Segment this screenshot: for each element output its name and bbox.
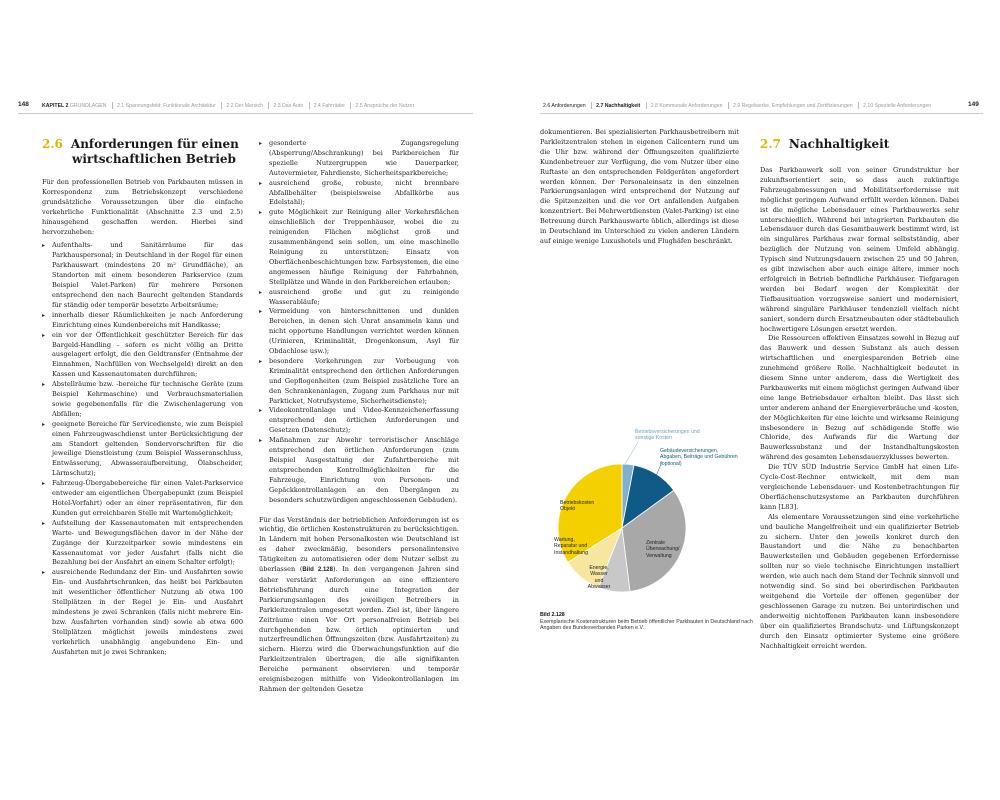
paragraph: Als elementare Voraussetzungen sind eine verkehrliche und bauliche Mangelfreiheit und ein qualifizierter Betrieb zu sichern. Unter den jeweils konkret durch den Baustandort und die Nähe zu benachbarten Bauwerksteilen und Gebäuden gegebenen Erfordernisse sollten nur so viele technische Einrichtungen installiert werden, wie auch nach dem Stand der Technik sinnvoll und notwendig sind. So sind bei oberirdischen Parkbauten weitgehend die Vorteile der offenen gegenüber der geschlossenen Garage zu nutzen. Bei unterirdischen und anderweitig nichtoffenen Parkbauten kann insbesondere über ein qualifiziertes Brandschutz- und Lüftungskonzept durch den Einsatz optimierter Systeme eine größere Nachhaltigkeit erreicht werden. (760, 512, 959, 650)
paragraph: Die TÜV SÜD Industrie Service GmbH hat einen Life-Cycle-Cost-Rechner entwickelt, mit dem man vergleichende Lebensdauer- und Kostenbetrachtungen für Oberflächenschutzsysteme an Parkbauten durchführen kann [L83]. (760, 463, 959, 511)
header-rule-right (540, 113, 983, 114)
list-item: ▸ ausreichend große und gut zu reinigende Wasserabläufe; (259, 288, 459, 308)
intro-paragraph: Für den professionellen Betrieb von Parkbauten müssen in Korrespondenz zum Betriebskonzept verschiedene grundsätzliche Voraussetzungen über die einfache verkehrliche Funktionalität (Abschnitte 2.3 und 2.5) hinausgehend geschaffen werden. Hierbei sind hervorzuheben: (42, 178, 243, 236)
paragraph-text: Für das Verständnis der betrieblichen Anforderungen ist es wichtig, die örtlichen Kostenstrukturen zu berücksichtigen. In Ländern mit hohen Personalkosten wie Deutschland ist es daher zweckmäßig, besonders personalintensive Tätigkeiten zu automatisieren oder dem Nutzer selbst zu überlassen ( (259, 515, 459, 574)
paragraph: Das Parkbauwerk soll von seiner Grundstruktur her zukunftsorientiert sein, so dass auch zukünftige Fahrzeugabmessungen und Mobilitätserfordernisse mit möglichst geringem Aufwand erfüllt werden können. Dabei ist die mögliche Lebensdauer eines Parkbauwerks sehr unterschiedlich. Während bei integrierten Parkbauten die Lebensdauer durch das Gesamtbauwerk bestimmt wird, ist ein singuläres Parkhaus zwar formal selbstständig, aber bezüglich der Nutzung von seinem Umfeld abhängig. Typisch sind Nutzungsdauern zwischen 25 und 50 Jahren, es gibt inzwischen aber auch einige ältere, immer noch erfolgreich in Betrieb befindliche Parkhäuser. Tiefgaragen werden bei Bedarf wegen der Komplexität der Tiefbausituation vorzugsweise saniert und modernisiert, während singuläre Parkhäuser tendenziell vielfach nicht saniert, sondern durch Ersatzneubauten oder städtebaulich hochwertigere Lösungen ersetzt werden. (760, 166, 959, 333)
page-number-right: 149 (968, 101, 979, 108)
heading-number: 2.7 (760, 137, 781, 151)
nav-item: 2.10 Spezielle Anforderungen (863, 102, 932, 109)
list-item: ▸ ausreichend große, robuste, nicht brennbare Abfallbehälter (beispielsweise Abfallkörbe aus Edelstahl); (259, 179, 459, 209)
paragraph: dokumentieren. Bei spezialisierten Parkhausbetreibern mit Parkleitzentralen stehen in eigenen Callcentern rund um die Uhr bzw. während der Öffnungszeiten qualifizierte Kundenbetreuer zur Verfügung, die vom Nutzer über eine Ruftaste an den entsprechenden Feldgeräten angefordert werden können. Der Personaleinsatz in den einzelnen Parkierungsanlagen wird entsprechend der Nutzung auf die Spitzenzeiten und die vor Ort anfallenden Aufgaben konzentriert. Bei Mehrwertdiensten (Valet-Parking) ist eine Betreuung durch Parkhauswarte üblich, allerdings ist diese in Deutschland im Unterschied zu vielen anderen Ländern auf einige wenige Luxushotels und Flughäfen beschränkt. (540, 128, 739, 245)
nav-item: 2.4 Fahrräder (313, 102, 346, 109)
text-column-right-1 (540, 128, 739, 247)
caption-label: Bild 2.128 (540, 612, 565, 618)
requirements-list-continued (259, 139, 459, 506)
list-item: ▸ Abstellräume bzw. -bereiche für technische Geräte (zum Beispiel Kehrmaschine) und Verbrauchsmaterialien sowie gegebenenfalls für die Zwischenlagerung von Abfällen; (42, 380, 243, 420)
leader-line (625, 442, 638, 464)
nav-item: 2.9 Regelwerke, Empfehlungen und Zertifizierungen (732, 102, 853, 109)
text-column-left-2 (259, 139, 459, 695)
nav-item-active: 2.7 Nachhaltigkeit (596, 102, 641, 109)
requirements-list (42, 241, 243, 657)
label-energie: Energie, Wasser und Abwasser (587, 565, 611, 590)
heading-number: 2.6 (42, 137, 63, 151)
section-heading-2-7 (760, 137, 980, 152)
label-gebuehren: Gebäudeversicherungen, Abgaben, Beiträge und Gebühren (optional) (660, 448, 738, 467)
header-rule-left (18, 113, 473, 114)
figure-reference: Bild 2.128 (302, 567, 333, 574)
list-item: ▸ Fahrzeug-Übergabebereiche für einen Valet-Parkservice entweder am eigentlichen Übergabepunkt (zum Beispiel Hotel-Vorfahrt) oder an einer repräsentativen, für den Kunden gut erreichbaren Stelle mit Wartemöglichkeit; (42, 479, 243, 519)
nav-item: 2.2 Der Mensch (226, 102, 263, 109)
list-item: ▸ gesonderte Zugangsregelung (Absperrung/Abschrankung) bei Parkbereichen für spezielle Nutzergruppen wie Dauerparker, Autovermieter, Fahrdienste, Sicherheitsparkbereiche; (259, 139, 459, 179)
nav-item: 2.6 Anforderungen (543, 102, 586, 109)
list-item: ▸ Vermeidung von hinterschnittenen und dunklen Bereichen, in denen sich Unrat ansammeln kann und nicht opportune Handlungen verrichtet werden können (Urinieren, Kriminalität, Drogenkonsum, Asyl für Obdachlose usw.); (259, 307, 459, 357)
list-item: ▸ besondere Vorkehrungen zur Vorbeugung von Kriminalität entsprechend den örtlichen Anforderungen und Gepflogenheiten (zum Beispiel zusätzliche Tore an den Schrankenanlagen, Zugang zum Parkhaus nur mit Parkticket, Notrufsysteme, Sicherheitsdienste); (259, 357, 459, 407)
paragraph: Die Ressourcen effektiven Einsatzes sowohl in Bezug auf das Bauwerk und dessen Substanz als auch dessen wirtschaftlichen und energiesparenden Betrieb eine zunehmend größere Rolle. Nachhaltigkeit bedeutet in diesem Sinne unter anderem, dass die Wertigkeit des Parkbauwerks mit einem möglichst geringen Aufwand über eine lange Betriebsdauer erhalten bleibt. Das lässt sich unter anderem anhand der Energieverbräuche und -kosten, der Möglichkeiten für eine leichte und wirksame Reinigung insbesondere in Bezug auf schädigende Stoffe wie Chloride, des Aufwands für die Wartung der Bauwerkssubstanz und der Instandhaltungskosten während des gesamten Lebensdauerzyklusses bewerten. (760, 334, 959, 462)
list-item: ▸ Videokontrollanlage und Video-Kennzeichenerfassung entsprechend den örtlichen Anforderungen und Gesetzen (Datenschutz); (259, 406, 459, 436)
label-betriebskosten: Betriebskosten Objekt (560, 500, 595, 513)
nav-item: 2.1 Spannungsfeld: Funktionale Architektur (116, 102, 216, 109)
label-zentrale: Zentrale Überwachung/ Verwaltung (646, 540, 680, 559)
nav-item: 2.3 Das Auto (273, 102, 304, 109)
nav-item: 2.8 Kommunale Anforderungen (650, 102, 723, 109)
section-heading-2-6 (42, 137, 242, 167)
heading-line: wirtschaftlichen Betrieb (72, 152, 236, 166)
list-item: ▸ Aufstellung der Kassenautomaten mit entsprechenden Warte- und Bewegungsflächen davor in der Nähe der Zugänge der Kurzzeitparker sowie mindestens ein Kassenautomat vor jeder Ausfahrt (falls nicht die Bezahlung bei der Ausfahrt an einem Schalter erfolgt); (42, 519, 243, 569)
list-item: ▸ innerhalb dieser Räumlichkeiten je nach Anforderung Einrichtung eines Kundenbereichs mit Handkasse; (42, 311, 243, 331)
pie-figure (540, 428, 740, 634)
chapter-title: GRUNDLAGEN (69, 102, 107, 109)
chapter-label: KAPITEL 2 (42, 102, 69, 109)
nav-item: 2.5 Ansprüche der Nutzer (355, 102, 415, 109)
list-item: ▸ Aufenthalts- und Sanitärräume für das Parkhauspersonal; in Deutschland in der Regel für einen Parkhauswart (mindestens 20 m² Grundfläche), an Standorten mit einem besonderen Parkservice (zum Beispiel Valet-Parken) für mehrere Personen entsprechend den nach Baurecht geltenden Standards für ständig oder temporär besetzte Arbeitsräume; (42, 241, 243, 310)
cost-structure-paragraph (259, 516, 459, 695)
label-betriebsversicherungen: Betriebsversicherungen und sonstige Kosten (635, 429, 700, 442)
figure-caption (540, 612, 760, 632)
list-item: ▸ geeignete Bereiche für Servicedienste, wie zum Beispiel einen Fahrzeugwaschdienst unter Berücksichtigung der am Standort geltenden Sondervorschriften für die jeweilige Dienstleistung (zum Beispiel Wasseranschluss, Entwässerung, Abwasseraufbereitung, Ölabscheider, Lärmschutz); (42, 420, 243, 479)
heading-title: Nachhaltigkeit (788, 137, 890, 151)
list-item: ▸ gute Möglichkeit zur Reinigung aller Verkehrsflächen einschließlich der Treppenhäuser, wobei die zu reinigenden Flächen möglichst groß und zusammenhängend sein sollen, um eine maschinelle Reinigung zu unterstützen; Einsatz von Oberflächenbeschichtungen bzw. Farbsystemen, die eine angemessen häufige Reinigung der Fahrbahnen, Stellplätze und Wände in den Parkbereichen erlauben; (259, 208, 459, 287)
label-wartung: Wartung, Reparatur und Instandhaltung (554, 537, 589, 556)
text-column-right-2 (760, 166, 959, 651)
paragraph-text: ). In den vergangenen Jahren sind daher verstärkt Anforderungen an eine effizientere Betriebsführung durch eine Integration der Parkierungsanlagen des jeweiligen Betreibers in Parkleitzentralen umgesetzt worden. Ziel ist, über längere Zeiträume einen Vor Ort personalfreien Betrieb bei durchgehenden bzw. örtlich optimierten und nutzerfreundlichen Öffnungszeiten (bzw. Ausfahrtzeiten) zu sichern. Hierzu wird die Überwachungsfunktion auf die Parkleitzentralen übertragen, die alle signifikanten Bereiche permanent observieren und temporär ereignisbezogen mithilfe von Videokontrollanlagen im Rahmen der geltenden Gesetze (259, 565, 460, 693)
text-column-left-1 (42, 178, 243, 658)
list-item: ▸ ausreichende Redundanz der Ein- und Ausfahrten sowie Ein- und Ausfahrtschranken, das heißt bei Parkbauten mit wesentlicher öffentlicher Nutzung ab etwa 100 Stellplätzen in der Regel je Ein- und Ausfahrt mindestens je zwei Schranken (falls nicht mehrere Ein- bzw. Ausfahrten vorhanden sind) sowie ab etwa 600 Stellplätzen möglichst jeweils mindestens zwei verkehrlich unabhängig angebundene Ein- und Ausfahrten mit je zwei Schranken; (42, 568, 243, 657)
caption-text: Exemplarische Kostenstrukturen beim Betrieb öffentlicher Parkbauten in Deutschland nach Angaben des Bundesverbandes Parken e.V. (540, 618, 753, 632)
list-item: ▸ Maßnahmen zur Abwehr terroristischer Anschläge entsprechend den örtlichen Anforderungen (zum Beispiel Ausgestaltung der Zufahrtbereiche mit entsprechenden Kontrollmöglichkeiten für die Fahrzeuge, Einrichtung von Personen- und Gepäckkontrollanlagen an den Übergängen zu besonders schutzwürdigen angeschlossenen Gebäuden). (259, 436, 459, 505)
heading-line: Anforderungen für einen (70, 137, 239, 151)
page-number-left: 148 (18, 101, 29, 108)
list-item: ▸ ein vor der Öffentlichkeit geschützter Bereich für das Bargeld-Handling – sofern es nicht völlig an Dritte ausgelagert erfolgt, die den Geldtransfer (Entnahme der Einnahmen, Nachfüllen von Wechselgeld) direkt an den Kassen und Kassenautomaten durchführen; (42, 331, 243, 381)
